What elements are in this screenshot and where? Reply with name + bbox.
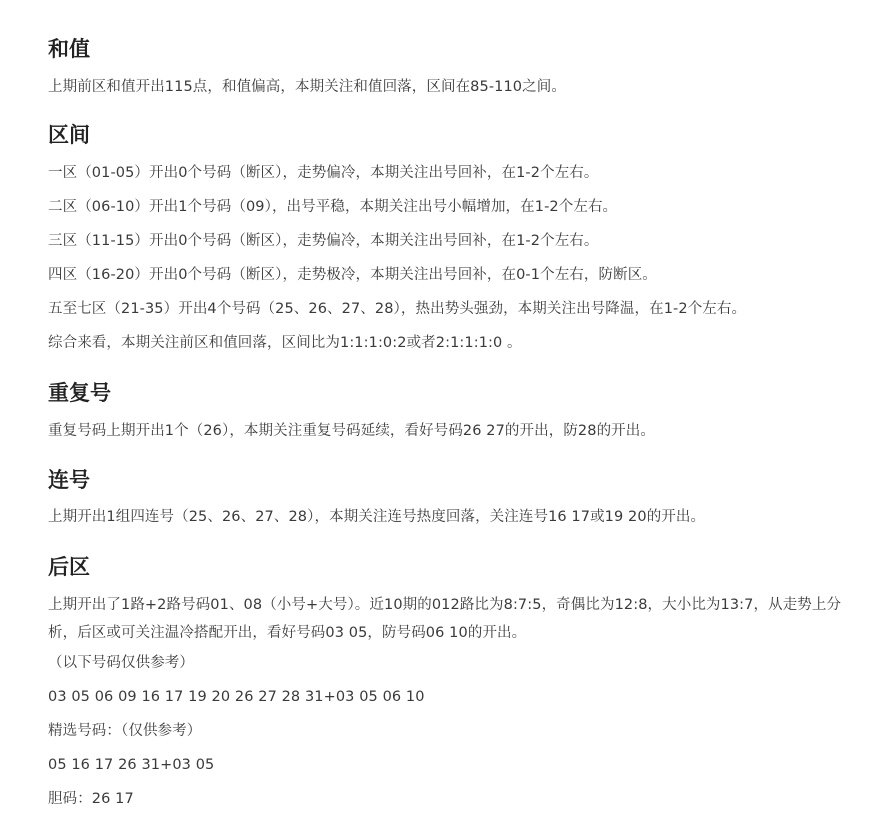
range-zone-2: 二区（06-10）开出1个号码（09），出号平稳，本期关注出号小幅增加，在1-2个左右。 bbox=[48, 199, 618, 215]
section-title-range: 区间 bbox=[48, 123, 90, 147]
section-title-consecutive: 连号 bbox=[48, 468, 90, 492]
sum-text: 上期前区和值开出115点，和值偏高，本期关注和值回落，区间在85-110之间。 bbox=[48, 79, 566, 95]
back-zone-analysis: 上期开出了1路+2路号码01、08（小号+大号）。近10期的012路比为8:7:5，奇偶比为12:8，大小比为13:7，从走势上分析，后区或可关注温冷搭配开出，看好号码03 05，防号码06 10的开出。 bbox=[48, 597, 842, 641]
range-summary: 综合来看，本期关注前区和值回落，区间比为1:1:1:0:2或者2:1:1:1:0 。 bbox=[48, 335, 522, 351]
section-title-sum: 和值 bbox=[48, 37, 90, 61]
key-numbers: 胆码：26 17 bbox=[48, 791, 134, 807]
repeat-text: 重复号码上期开出1个（26），本期关注重复号码延续，看好号码26 27的开出，防28的开出。 bbox=[48, 423, 655, 439]
reference-numbers: 03 05 06 09 16 17 19 20 26 27 28 31+03 05 06 10 bbox=[48, 689, 425, 705]
section-title-repeat: 重复号 bbox=[48, 381, 111, 405]
section-title-back-zone: 后区 bbox=[48, 555, 90, 579]
range-zone-4: 四区（16-20）开出0个号码（断区），走势极冷，本期关注出号回补，在0-1个左右，防断区。 bbox=[48, 267, 657, 283]
consecutive-text: 上期开出1组四连号（25、26、27、28），本期关注连号热度回落，关注连号16 17或19 20的开出。 bbox=[48, 509, 706, 525]
range-zone-3: 三区（11-15）开出0个号码（断区），走势偏冷，本期关注出号回补，在1-2个左右。 bbox=[48, 233, 599, 249]
range-zone-5-7: 五至七区（21-35）开出4个号码（25、26、27、28），热出势头强劲，本期关注出号降温，在1-2个左右。 bbox=[48, 301, 747, 317]
selected-label: 精选号码：（仅供参考） bbox=[48, 723, 202, 739]
range-zone-1: 一区（01-05）开出0个号码（断区），走势偏冷，本期关注出号回补，在1-2个左右。 bbox=[48, 165, 599, 181]
reference-note: （以下号码仅供参考） bbox=[48, 655, 194, 671]
selected-numbers: 05 16 17 26 31+03 05 bbox=[48, 757, 215, 773]
